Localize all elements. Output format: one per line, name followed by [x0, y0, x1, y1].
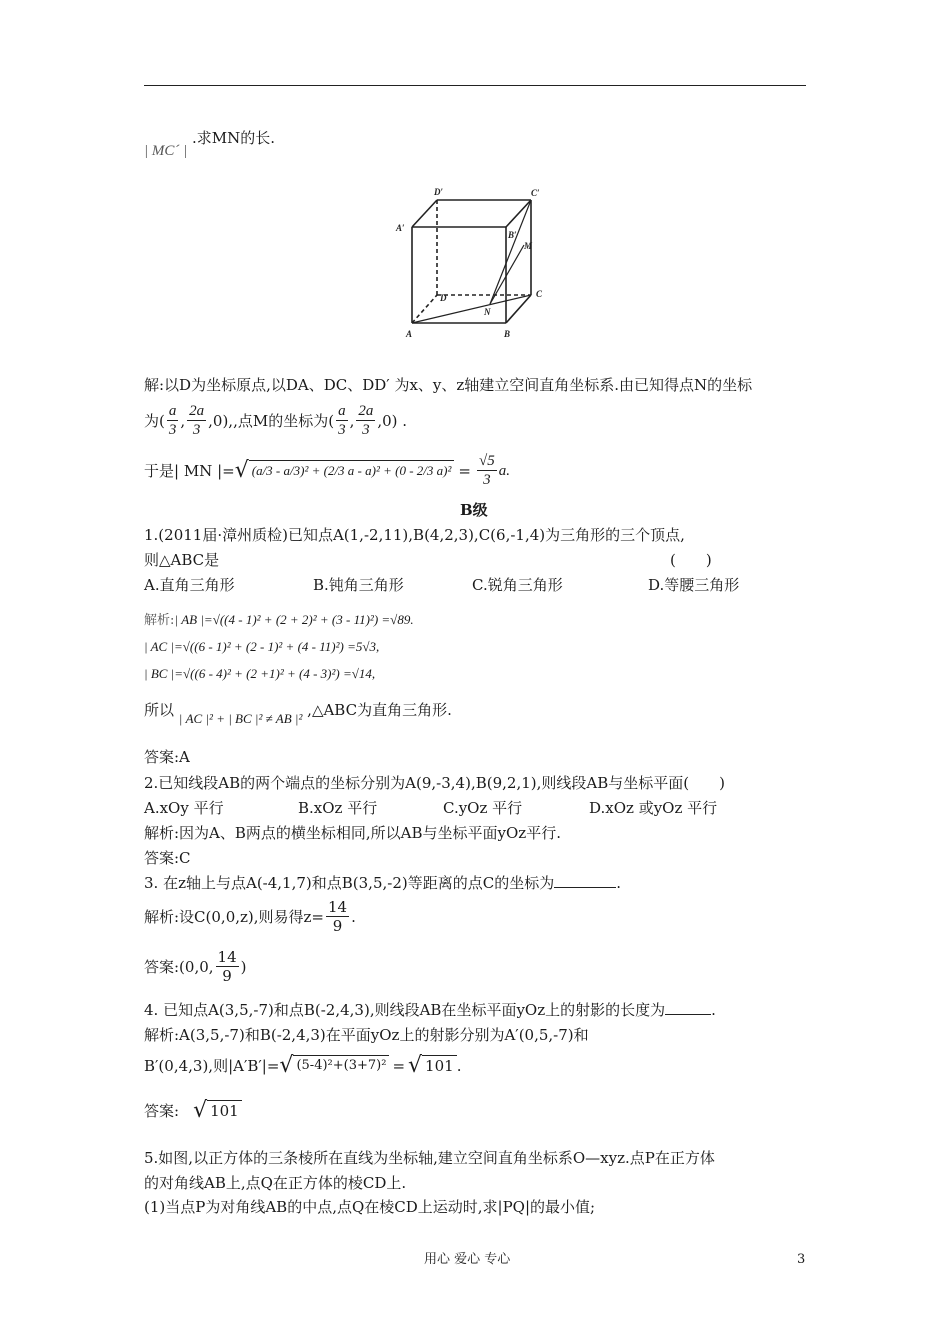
q4-ana2-prefix: B′(0,4,3),则|A′B′|= — [144, 1056, 280, 1075]
intro-line — [144, 128, 276, 159]
q1-analysis-4 — [144, 700, 452, 726]
q2-opt-b: B.xOz 平行 — [298, 799, 378, 817]
q4-stem-text: 4. 已知点A(3,5,-7)和点B(-2,4,3),则线段AB在坐标平面yOz上的射影的长度为 — [144, 1001, 666, 1019]
q3-stem-text: 3. 在z轴上与点A(-4,1,7)和点B(3,5,-2)等距离的点C的坐标为 — [144, 874, 555, 892]
label-b: B — [504, 329, 511, 339]
header-rule — [144, 85, 806, 86]
q3-stem — [144, 873, 621, 893]
frac-a-3-b: $\frac{a}{3}$ — [338, 403, 346, 438]
q3-answer — [144, 948, 246, 985]
solution-line-2: 为( $\frac{a}{3}$ , $\frac{2a}{3}$ ,0),,点M的坐标为( $\frac{a}{3}$ , $\frac{2a}{3}$ ,0) . — [144, 403, 408, 438]
q3-answer-frac: $\frac{14}{9}$ — [217, 948, 237, 985]
frac-2a-3-b: $\frac{2a}{3}$ — [358, 403, 374, 438]
q1-opt-b: B.钝角三角形 — [313, 576, 404, 594]
q1-paren: ( ) — [670, 551, 712, 569]
sol-l3-radicand: (a/3 - a/3)² + (2/3 a - a)² + (0 - 2/3 a)² — [249, 460, 455, 481]
sol-l3-eq: = — [458, 461, 471, 480]
q1-ana4-prefix: 所以 — [144, 701, 175, 719]
q2-answer: 答案:C — [144, 849, 191, 867]
edge-a-d — [412, 295, 437, 323]
q2-opt-a: A.xOy 平行 — [144, 799, 224, 817]
label-ap: A′ — [396, 223, 405, 233]
footer-slogan: 用心 爱心 专心 — [424, 1252, 511, 1267]
q1-analysis-1 — [144, 610, 414, 631]
q3-blank — [554, 873, 616, 888]
label-cp: C′ — [531, 188, 540, 198]
label-bp: B′ — [508, 230, 517, 240]
sol-l3-end: a. — [498, 462, 510, 479]
q1-ana-ab: | AB |=√((4 - 1)² + (2 + 2)² + (3 - 11)²) =√89. — [174, 612, 414, 627]
frac-2a-3: $\frac{2a}{3}$ — [189, 403, 205, 438]
q4-analysis-1: 解析:A(3,5,-7)和B(-2,4,3)在平面yOz上的射影分别为A′(0,5,-7)和 — [144, 1026, 589, 1044]
q4-answer-root: 101 — [207, 1100, 242, 1121]
sol-l2-end: ,0) . — [377, 411, 408, 430]
q3-answer-prefix: 答案:(0,0, — [144, 957, 214, 976]
page-number: 3 — [797, 1252, 806, 1267]
q4-answer: 答案: √ 101 — [144, 1100, 242, 1121]
q1-analysis-3: | BC |=√((6 - 4)² + (2 +1)² + (4 - 3)²) =√14, — [144, 666, 376, 681]
q3-stem-end: . — [616, 874, 621, 892]
q1-opt-a: A.直角三角形 — [144, 576, 235, 594]
q4-stem — [144, 1000, 716, 1020]
label-c: C — [536, 289, 543, 299]
edge-b-c — [506, 295, 531, 323]
q3-analysis — [144, 898, 356, 935]
q5-stem-2: 的对角线AB上,点Q在正方体的棱CD上. — [144, 1174, 407, 1192]
q1-ana4-formula: | AC |² + | BC |² ≠ AB |² — [178, 711, 303, 726]
label-n: N — [484, 307, 491, 317]
label-dp: D′ — [434, 187, 444, 197]
q4-stem-end: . — [711, 1001, 716, 1019]
q2-opt-c: C.yOz 平行 — [443, 799, 523, 817]
q1-analysis-2: | AC |=√((6 - 1)² + (2 - 1)² + (4 - 11)²) =5√3, — [144, 639, 380, 654]
q5-stem-1: 5.如图,以正方体的三条棱所在直线为坐标轴,建立空间直角坐标系O—xyz.点P在正方体 — [144, 1149, 715, 1167]
q1-stem-2: 则△ABC是 — [144, 551, 220, 569]
solution-line-3: 于是| MN |= √ (a/3 - a/3)² + (2/3 a - a)² + (0 - 2/3 a)² = $\frac{√5}{3}$ a. — [144, 453, 510, 488]
q4-ana2-eq: = — [392, 1056, 406, 1075]
frac-sqrt5-3: $\frac{√5}{3}$ — [478, 453, 495, 488]
cube-figure — [390, 185, 560, 350]
q3-ana-prefix: 解析:设C(0,0,z),则易得z= — [144, 907, 325, 926]
label-a: A — [406, 329, 413, 339]
sol-l2-mid: ,0),,点M的坐标为( — [208, 411, 335, 430]
intro-text: .求MN的长. — [192, 129, 276, 147]
sol-l3-prefix: 于是| MN |= — [144, 461, 235, 480]
frac-a-3: $\frac{a}{3}$ — [168, 403, 177, 438]
q1-opt-c: C.锐角三角形 — [472, 576, 563, 594]
edge-bp-cp — [506, 200, 531, 227]
q1-ana-label: 解析: — [144, 613, 175, 628]
edge-ap-dp — [412, 200, 437, 227]
q5-stem-3: (1)当点P为对角线AB的中点,点Q在棱CD上运动时,求|PQ|的最小值; — [144, 1198, 596, 1216]
q1-stem-1: 1.(2011届·漳州质检)已知点A(1,-2,11),B(4,2,3),C(6,-1,4)为三角形的三个顶点, — [144, 526, 685, 544]
q3-answer-end: ) — [240, 957, 247, 976]
label-m: M — [524, 241, 533, 251]
q2-stem: 2.已知线段AB的两个端点的坐标分别为A(9,-3,4),B(9,2,1),则线段AB与坐标平面( ) — [144, 774, 725, 792]
diag-n-cp — [490, 200, 531, 304]
sol-l2-prefix: 为( — [144, 411, 165, 430]
q4-analysis-2: B′(0,4,3),则|A′B′|= √ (5-4)²+(3+7)² = √ 101 . — [144, 1052, 462, 1078]
diag-a-c — [412, 295, 531, 323]
q1-ana4-suffix: ,△ABC为直角三角形. — [307, 701, 452, 719]
q4-ana2-root: 101 — [422, 1055, 457, 1076]
mc-formula: | MC´ | — [144, 143, 188, 159]
q1-opt-d: D.等腰三角形 — [648, 576, 740, 594]
q4-ana2-radicand: (5-4)²+(3+7)² — [293, 1055, 389, 1076]
q4-blank — [665, 1000, 711, 1015]
q3-frac: $\frac{14}{9}$ — [328, 898, 348, 935]
q1-answer: 答案:A — [144, 748, 190, 766]
q4-answer-label: 答案: — [144, 1101, 180, 1120]
q2-opt-d: D.xOz 或yOz 平行 — [589, 799, 718, 817]
label-d: D — [440, 293, 447, 303]
q3-ana-end: . — [351, 907, 356, 926]
q4-ana2-end: . — [456, 1056, 462, 1075]
q2-analysis: 解析:因为A、B两点的横坐标相同,所以AB与坐标平面yOz平行. — [144, 824, 561, 842]
solution-line-1: 解:以D为坐标原点,以DA、DC、DD′ 为x、y、z轴建立空间直角坐标系.由已知得点N的坐标 — [144, 376, 753, 394]
section-b-title: B级 — [460, 501, 488, 519]
